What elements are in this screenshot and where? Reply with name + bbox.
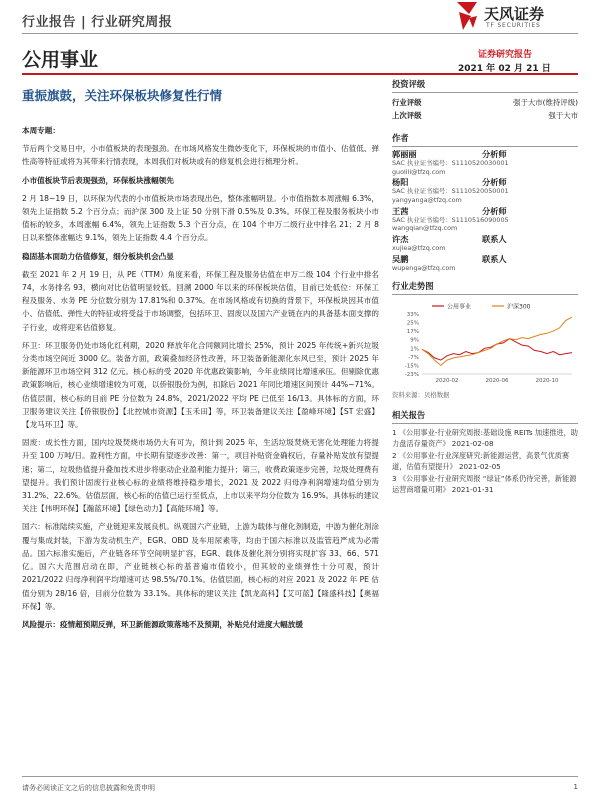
related-report-item[interactable]: 1 《公用事业-行业研究周报:基础设施 REITs 加速推进，助力盘活存量资产》 2021-02-08 [392, 428, 578, 449]
author-name: 许杰 [392, 234, 409, 245]
x-tick-label: 2020-02 [435, 378, 459, 385]
author-entry [392, 235, 578, 253]
footer [22, 776, 578, 793]
author-role: 分析师 [482, 149, 507, 159]
national-six-paragraph: 国六：标准陆续实施，产业链迎来发展良机。纵观国六产业链，上游为载体与催化剂制造，中游为催化剂涂覆与集成封装，下游为发动机生产，EGR、OBD 及车用尿素等，均由于国六标准以及监管趋严成为必需品。国六标准实施后，产业链各环节空间明显扩容，EGR、载体及催化剂分别将实现扩容 33、66、571 亿。国六大范围启动在即，产业链核心标的基普遍市值较小，但其较的业绩弹性十分可观，预计 2021/2022 归母净利润平均增速可达 98.5%/70.1%。估值层面，核心标的对应 2021 及 2022 年 PE 估值分别为 28/16 倍，目前分位数为 33.1%。具体标的建议关注【凯龙高科】【艾可蓝】【隆盛科技】【奥福环保】等。 [22, 522, 379, 611]
related-heading: 相关报告 [392, 409, 578, 424]
author-email[interactable]: yangyanga@tfzq.com [392, 195, 462, 204]
author-entry [392, 178, 578, 204]
author-cert: SAC 执业证书编号：S1110516090005 [392, 215, 509, 224]
y-tick-label: 1% [410, 346, 419, 353]
y-tick-label: 9% [410, 338, 419, 345]
series-line-0 [422, 339, 572, 361]
brand-logo [455, 2, 580, 34]
industry-trend-chart [392, 300, 578, 386]
main-body [22, 124, 379, 636]
author-entry [392, 255, 578, 273]
report-title: 重振旗鼓，关注环保板块修复性行情 [22, 88, 223, 103]
industry-rating-label: 行业评级 [392, 98, 422, 107]
tf-logo-icon [455, 2, 479, 30]
solid-waste-paragraph: 固废：成长性方面，国内垃圾焚烧市场仍大有可为，预计到 2025 年，生活垃圾焚烧无害化处理能力将提升至 100 万吨/日。盈利性方面，中长期有望逐步改善：第一，项目补贴资金确权后，存量补贴发放有望提速；第二，垃圾热值提升叠加技术进步将驱动企业盈利能力提升；第三，收费政策逐步完善，垃圾处理费有望提升。我们预计固废行业核心标的业绩将维持稳步增长，2021 及 2022 归母净利润增速均值分别为 31.2%、22.6%。估值层面，核心标的估值已运行至低点，上市以来平均分位数为 16.9%。具体标的建议关注【伟明环保】【瀚蓝环境】【绿色动力】【高能环境】等。 [22, 438, 379, 514]
industry-rating-row [392, 96, 578, 109]
author-role: 联系人 [482, 253, 507, 264]
author-entry [392, 207, 578, 233]
author-role: 联系人 [482, 234, 507, 245]
y-tick-label: -15% [404, 363, 419, 370]
author-name: 吴鹏 [392, 253, 409, 264]
sector-title: 公用事业 [22, 49, 99, 71]
legend-label: 公用事业 [447, 303, 472, 311]
authors-list [392, 150, 578, 272]
section2-paragraph: 截至 2021 年 2 月 19 日，从 PE（TTM）角度来看，环保工程及服务估值在申万二级 104 个行业中排名 74，水务排名 93，横向对比估值明显较低。回溯 2000 年以来的环保板块估值，目前已处低位：环保工程及服务、水务 PE 分位数分别为 17.81%和 0.37%。在市场风格或有切换的背景下，环保板块因其市值小、估值低、弹性大的特征或将受益于市场调整，包括环卫、固废以及国六产业链在内的具备基本面支撑的子行业，或将迎来估值修复。 [22, 269, 379, 332]
y-tick-label: 33% [406, 312, 419, 319]
author-name: 郭丽丽 [392, 149, 417, 159]
related-report-item[interactable]: 2 《公用事业-行业深度研究:新能源运营，高景气优质赛道，估值有望提升》 2021-02-05 [392, 451, 570, 472]
author-email[interactable]: guolili@tfzq.com [392, 167, 446, 176]
report-type: 证券研究报告 [478, 50, 533, 60]
author-email[interactable]: xujiea@tfzq.com [392, 243, 446, 252]
summary-paragraph: 节后两个交易日中，小市值板块的表现强劲。在市场风格发生微妙变化下，环保板块的市值小、估值低、弹性高等特征或将为其带来行情表现，本周我们对板块或有的修复机会进行梳理分析。 [22, 144, 379, 167]
section2-heading: 稳固基本面助力估值修复，细分板块机会凸显 [22, 251, 174, 261]
x-tick-label: 2020-10 [535, 378, 559, 385]
authors-heading: 作者 [392, 132, 578, 147]
x-tick-label: 2020-06 [485, 378, 509, 385]
page-number: 1 [573, 783, 578, 791]
rating-heading: 投资评级 [392, 78, 578, 93]
y-tick-label: -23% [404, 372, 419, 379]
trend-heading: 行业走势图 [392, 280, 578, 295]
prev-rating-label: 上次评级 [392, 111, 422, 120]
summary-heading: 本周专题： [22, 126, 60, 135]
author-email[interactable]: wupenga@tfzq.com [392, 263, 456, 272]
author-email[interactable]: wangqian@tfzq.com [392, 224, 458, 233]
author-entry [392, 150, 578, 176]
y-tick-label: 25% [406, 320, 419, 327]
author-name: 杨阳 [392, 177, 409, 188]
y-tick-label: -7% [408, 355, 419, 362]
prev-rating-row [392, 109, 578, 122]
sanitation-paragraph: 环卫：环卫服务仍处市场化红利期，2020 释放年化合同额同比增长 25%，预计 2025 年传统+新兴垃圾分类市场空间近 3000 亿。装备方面，政策叠加经济性改善，环卫装备新能源化东风已至，预计 2025 年新能源环卫市场空间 312 亿元。核心标的受 2020 年优惠政策影响，今年业绩同比增速承压。但剔除优惠政策影响后，核心业绩增速较为可观，以侨银股份为例，扣除后 2021 年同比增速区间预计 44%~71%。估值层面，核心标的目前 PE 分位数为 24.8%，2021/2022 平均 PE 已低至 16/13。具体标的方面，环卫服务建议关注【侨银股份】【北控城市资源】【玉禾田】等，环卫装备建议关注【盈峰环境】【ST 宏盛】【龙马环卫】等。 [22, 340, 379, 430]
author-cert: SAC 执业证书编号：S1110520030001 [392, 158, 509, 167]
author-role: 分析师 [482, 205, 507, 216]
related-report-item[interactable]: 3 《公用事业-行业研究周报 “绿证”体系仍待完善，新能源运营商增量可期》 2021-01-31 [392, 474, 577, 495]
chart-source: 资料来源：贝格数据 [392, 391, 450, 400]
logo-en-text: TF SECURITIES [486, 22, 541, 29]
risk-paragraph: 风险提示：疫情超预期反弹，环卫新能源政策落地不及预期，补贴兑付进度大幅放缓 [22, 619, 303, 629]
sidebar [392, 78, 578, 496]
report-category: 行业报告 | 行业研究周报 [22, 15, 173, 30]
author-role: 分析师 [482, 177, 507, 188]
industry-rating-value: 强于大市(维持评级) [513, 98, 578, 107]
report-date: 2021 年 02 月 21 日 [458, 64, 551, 74]
footer-disclaimer: 请务必阅读正文之后的信息披露和免责申明 [22, 784, 155, 792]
header-divider [22, 33, 578, 34]
author-cert: SAC 执业证书编号：S1110520050001 [392, 187, 509, 196]
logo-cn-text: 天风证券 [484, 5, 545, 23]
prev-rating-value: 强于大市 [548, 111, 578, 120]
related-reports [392, 427, 578, 495]
legend-label: 沪深300 [507, 303, 531, 311]
y-tick-label: 17% [406, 329, 419, 336]
section1-heading: 小市值板块节后表现强劲，环保板块涨幅领先 [22, 175, 174, 185]
section1-paragraph: 2 月 18~19 日，以环保为代表的小市值板块市场表现出色，整体涨幅明显。小市值指数本周涨幅 6.3%，领先上证指数 5.2 个百分点；而沪深 300 及上证 50 分别下滑 0.5%及 0.3%。环保工程及服务板块小市值标的较多，本周涨幅 6.4%，领先上证指数 5.3 个百分点，在 104 个申万二级行业中排名 21；2 月 8 日以来整体涨幅达 9.1%，领先上证指数 4.4 个百分点。 [22, 193, 379, 243]
series-line-1 [422, 318, 572, 366]
author-name: 王茜 [392, 205, 409, 216]
